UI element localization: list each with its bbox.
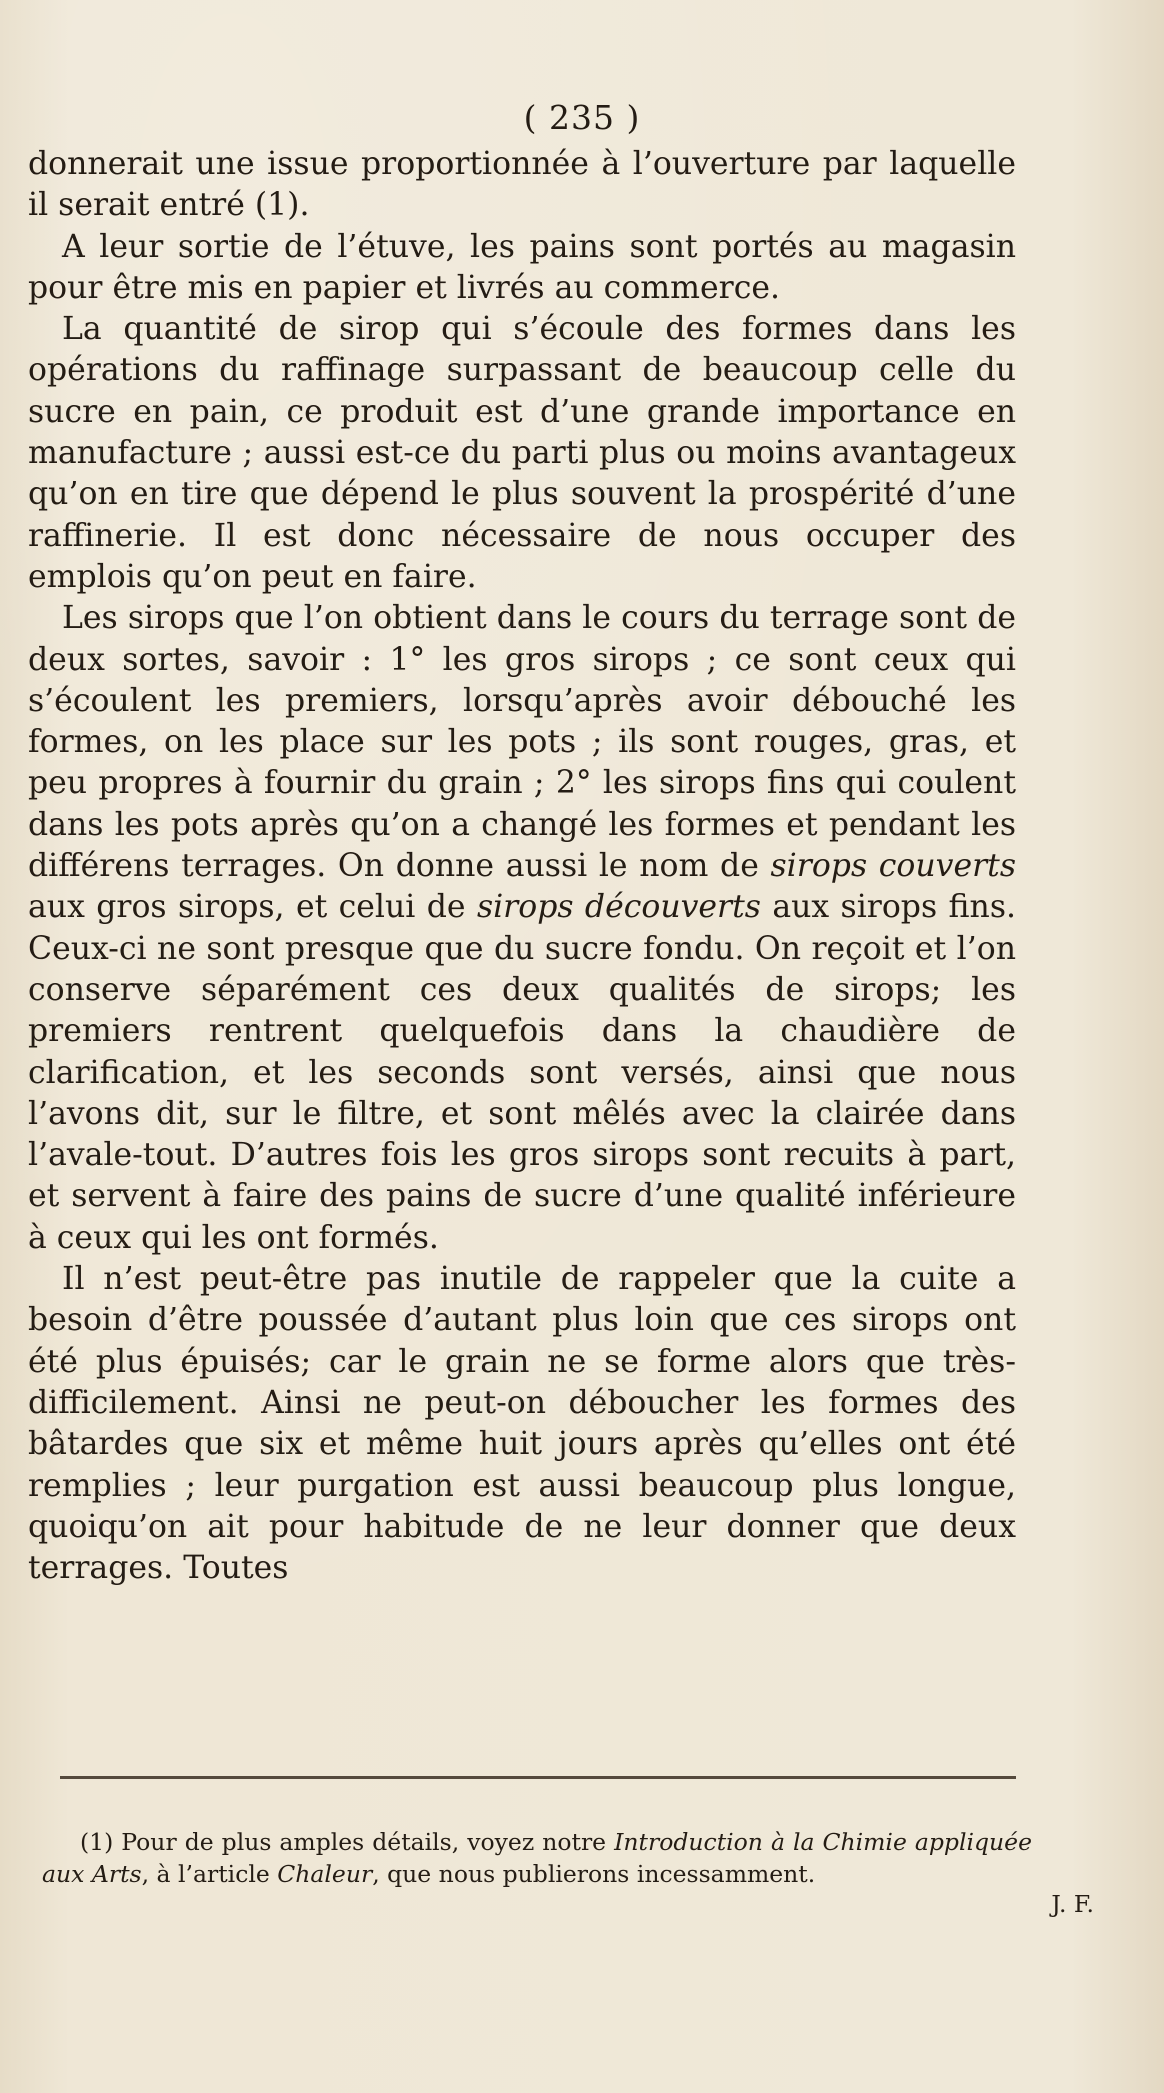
footnote-signature: J. F. — [1051, 1890, 1094, 1918]
footnote-lead: (1) Pour de plus amples détails, voyez notre — [80, 1828, 607, 1856]
footnote-book-title: Introduction à la Chimie appliquée aux Arts — [42, 1828, 1032, 1888]
paragraph-continuation: donnerait une issue proportionnée à l’ouverture par laquelle il serait entré (1). — [28, 146, 1016, 224]
footnote-mid: , à l’article — [141, 1860, 270, 1888]
footnote-article: Chaleur — [277, 1860, 373, 1888]
footnote-divider — [60, 1776, 1016, 1779]
footnote — [42, 1826, 1032, 1890]
paragraph-cuite: Il n’est peut-être pas inutile de rappeler que la cuite a besoin d’être poussée d’autant plus loin que ces sirops ont été plus épuisés; car le grain ne se forme alors que très-difficilement. Ainsi ne peut-on déboucher les formes des bâtardes que six et même huit jours après qu’elles ont été remplies ; leur purgation est aussi beaucoup plus longue, quoiqu’on ait pour habitude de ne leur donner que deux terrages. Toutes — [28, 1261, 1016, 1587]
paragraph-etuve: A leur sortie de l’étuve, les pains sont portés au magasin pour être mis en papier et livrés au commerce. — [28, 228, 1016, 306]
paragraph-sirops-sortes-part2: aux gros sirops, et celui de — [28, 889, 466, 926]
term-sirops-decouverts: sirops découverts — [476, 889, 761, 926]
paragraph-sirops-sortes-part3: aux sirops fins. Ceux-ci ne sont presque que du sucre fondu. On reçoit et l’on conserve séparément ces deux qualités de sirops; les premiers rentrent quelquefois dans la chaudière de clarification, et les seconds sont versés, ainsi que nous l’avons dit, sur le filtre, et sont mêlés avec la clairée dans l’avale-tout. D’autres fois les gros sirops sont recuits à part, et servent à faire des pains de sucre d’une qualité inférieure à ceux qui les ont formés. — [28, 889, 1016, 1256]
body-text — [28, 144, 1016, 1589]
paragraph-sirops-sortes — [28, 598, 1016, 1259]
footnote-tail: , que nous publierons incessamment. — [372, 1860, 816, 1888]
paragraph-sirops-sortes-part1: Les sirops que l’on obtient dans le cours du terrage sont de deux sortes, savoir : 1° les gros sirops ; ce sont ceux qui s’écoulent les premiers, lorsqu’après avoir débouché les formes, on les place sur les pots ; ils sont rouges, gras, et peu propres à fournir du grain ; 2° les sirops fins qui coulent dans les pots après qu’on a changé les formes et pendant les différens terrages. On donne aussi le nom de — [28, 600, 1016, 885]
term-sirops-couverts: sirops couverts — [770, 848, 1016, 885]
footnote-text — [42, 1826, 1032, 1890]
page-number: ( 235 ) — [523, 98, 641, 137]
paragraph-sirop-quantite: La quantité de sirop qui s’écoule des formes dans les opérations du raffinage surpassant de beaucoup celle du sucre en pain, ce produit est d’une grande importance en manufacture ; aussi est-ce du parti plus ou moins avantageux qu’on en tire que dépend le plus souvent la prospérité d’une raffinerie. Il est donc nécessaire de nous occuper des emplois qu’on peut en faire. — [28, 311, 1016, 595]
